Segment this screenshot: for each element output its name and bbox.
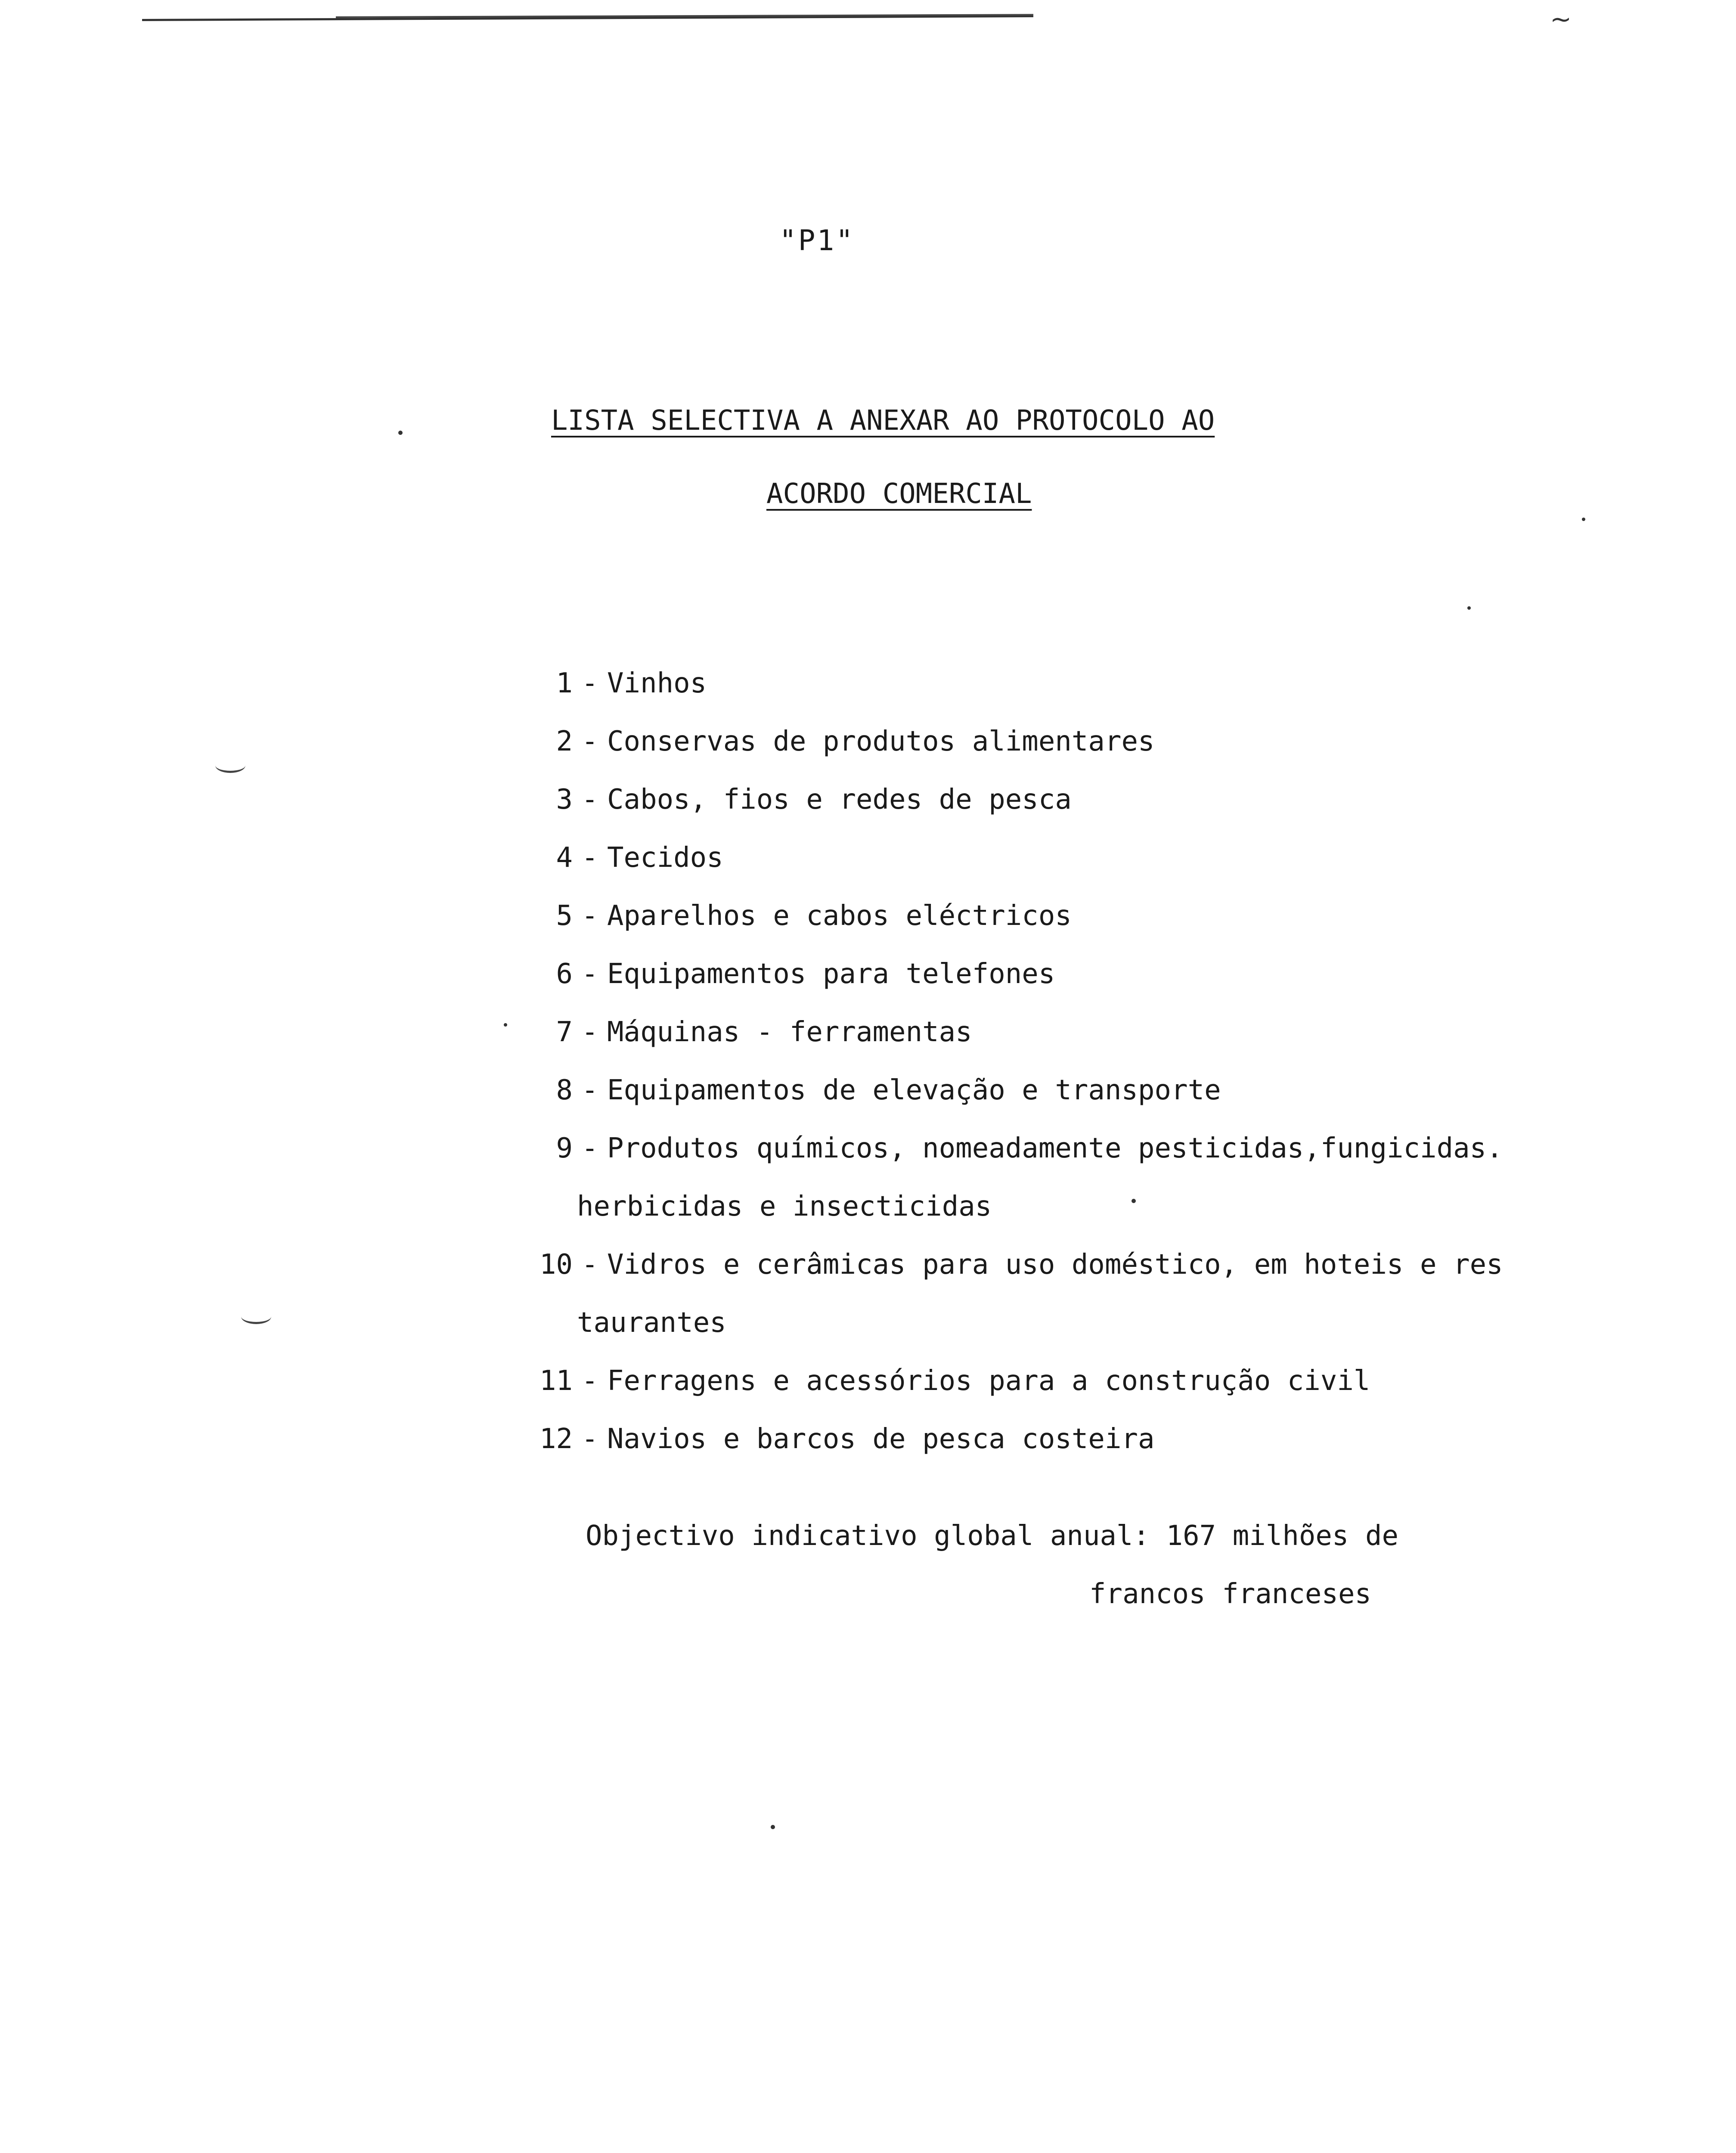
item-text: Produtos químicos, nomeadamente pesticidas,fungicidas. (607, 1132, 1503, 1164)
list-item (491, 829, 1679, 887)
list-item (491, 771, 1679, 829)
item-number: 1 (556, 667, 573, 699)
item-text: Equipamentos para telefones (607, 958, 1055, 990)
item-text: Aparelhos e cabos eléctricos (607, 900, 1072, 932)
objective-line-1: Objectivo indicativo global anual: 167 milhões de (586, 1520, 1399, 1552)
item-number: 3 (556, 784, 573, 816)
document-title: LISTA SELECTIVA A ANEXAR AO PROTOCOLO AO (551, 405, 1215, 437)
item-dash: - (581, 1132, 598, 1164)
item-number: 4 (556, 842, 573, 874)
item-dash: - (581, 726, 598, 757)
list-item (491, 655, 1679, 713)
list-item (491, 1003, 1679, 1061)
punch-hole-mark (215, 758, 245, 773)
item-dash: - (581, 1365, 598, 1397)
scan-speck (398, 431, 403, 435)
item-number: 6 (556, 958, 573, 990)
list-item (491, 1352, 1679, 1410)
item-text: Equipamentos de elevação e transporte (607, 1074, 1221, 1106)
item-dash: - (581, 1249, 598, 1281)
item-dash: - (581, 900, 598, 932)
document-subtitle: ACORDO COMERCIAL (766, 478, 1032, 510)
list-item (491, 1120, 1679, 1236)
objective-line-2: francos franceses (1089, 1578, 1372, 1610)
item-text: Conservas de produtos alimentares (607, 726, 1155, 757)
item-number: 8 (556, 1074, 573, 1106)
item-text: Navios e barcos de pesca costeira (607, 1423, 1155, 1455)
item-number: 9 (556, 1132, 573, 1164)
item-text: Máquinas - ferramentas (607, 1016, 972, 1048)
item-dash: - (581, 958, 598, 990)
item-dash: - (581, 784, 598, 816)
punch-hole-mark (241, 1309, 271, 1324)
item-number: 2 (556, 726, 573, 757)
item-text: Tecidos (607, 842, 723, 874)
item-continuation: taurantes (577, 1307, 726, 1339)
objective-statement (586, 1507, 1398, 1623)
item-dash: - (581, 667, 598, 699)
scan-speck (1132, 1199, 1136, 1203)
list-item (491, 1236, 1679, 1352)
item-dash: - (581, 842, 598, 874)
list-item (491, 1061, 1679, 1120)
item-number: 7 (556, 1016, 573, 1048)
scan-speck (1582, 518, 1585, 521)
scan-speck (771, 1825, 775, 1829)
item-text: Vinhos (607, 667, 707, 699)
item-text: Vidros e cerâmicas para uso doméstico, em hoteis e res (607, 1249, 1503, 1281)
list-item (491, 713, 1679, 771)
list-item (491, 945, 1679, 1003)
item-text: Ferragens e acessórios para a construção civil (607, 1365, 1370, 1397)
item-dash: - (581, 1016, 598, 1048)
item-continuation: herbicidas e insecticidas (577, 1191, 992, 1222)
item-number: 10 (539, 1249, 573, 1281)
product-list (491, 655, 1679, 1468)
list-item (491, 887, 1679, 945)
corner-mark-icon: ~ (1550, 4, 1572, 34)
scan-speck (504, 1023, 507, 1027)
item-number: 12 (539, 1423, 573, 1455)
item-dash: - (581, 1074, 598, 1106)
document-reference: "P1" (779, 224, 855, 257)
scan-speck (1467, 606, 1471, 610)
item-number: 5 (556, 900, 573, 932)
item-number: 11 (539, 1365, 573, 1397)
item-dash: - (581, 1423, 598, 1455)
list-item (491, 1410, 1679, 1468)
item-text: Cabos, fios e redes de pesca (607, 784, 1072, 816)
